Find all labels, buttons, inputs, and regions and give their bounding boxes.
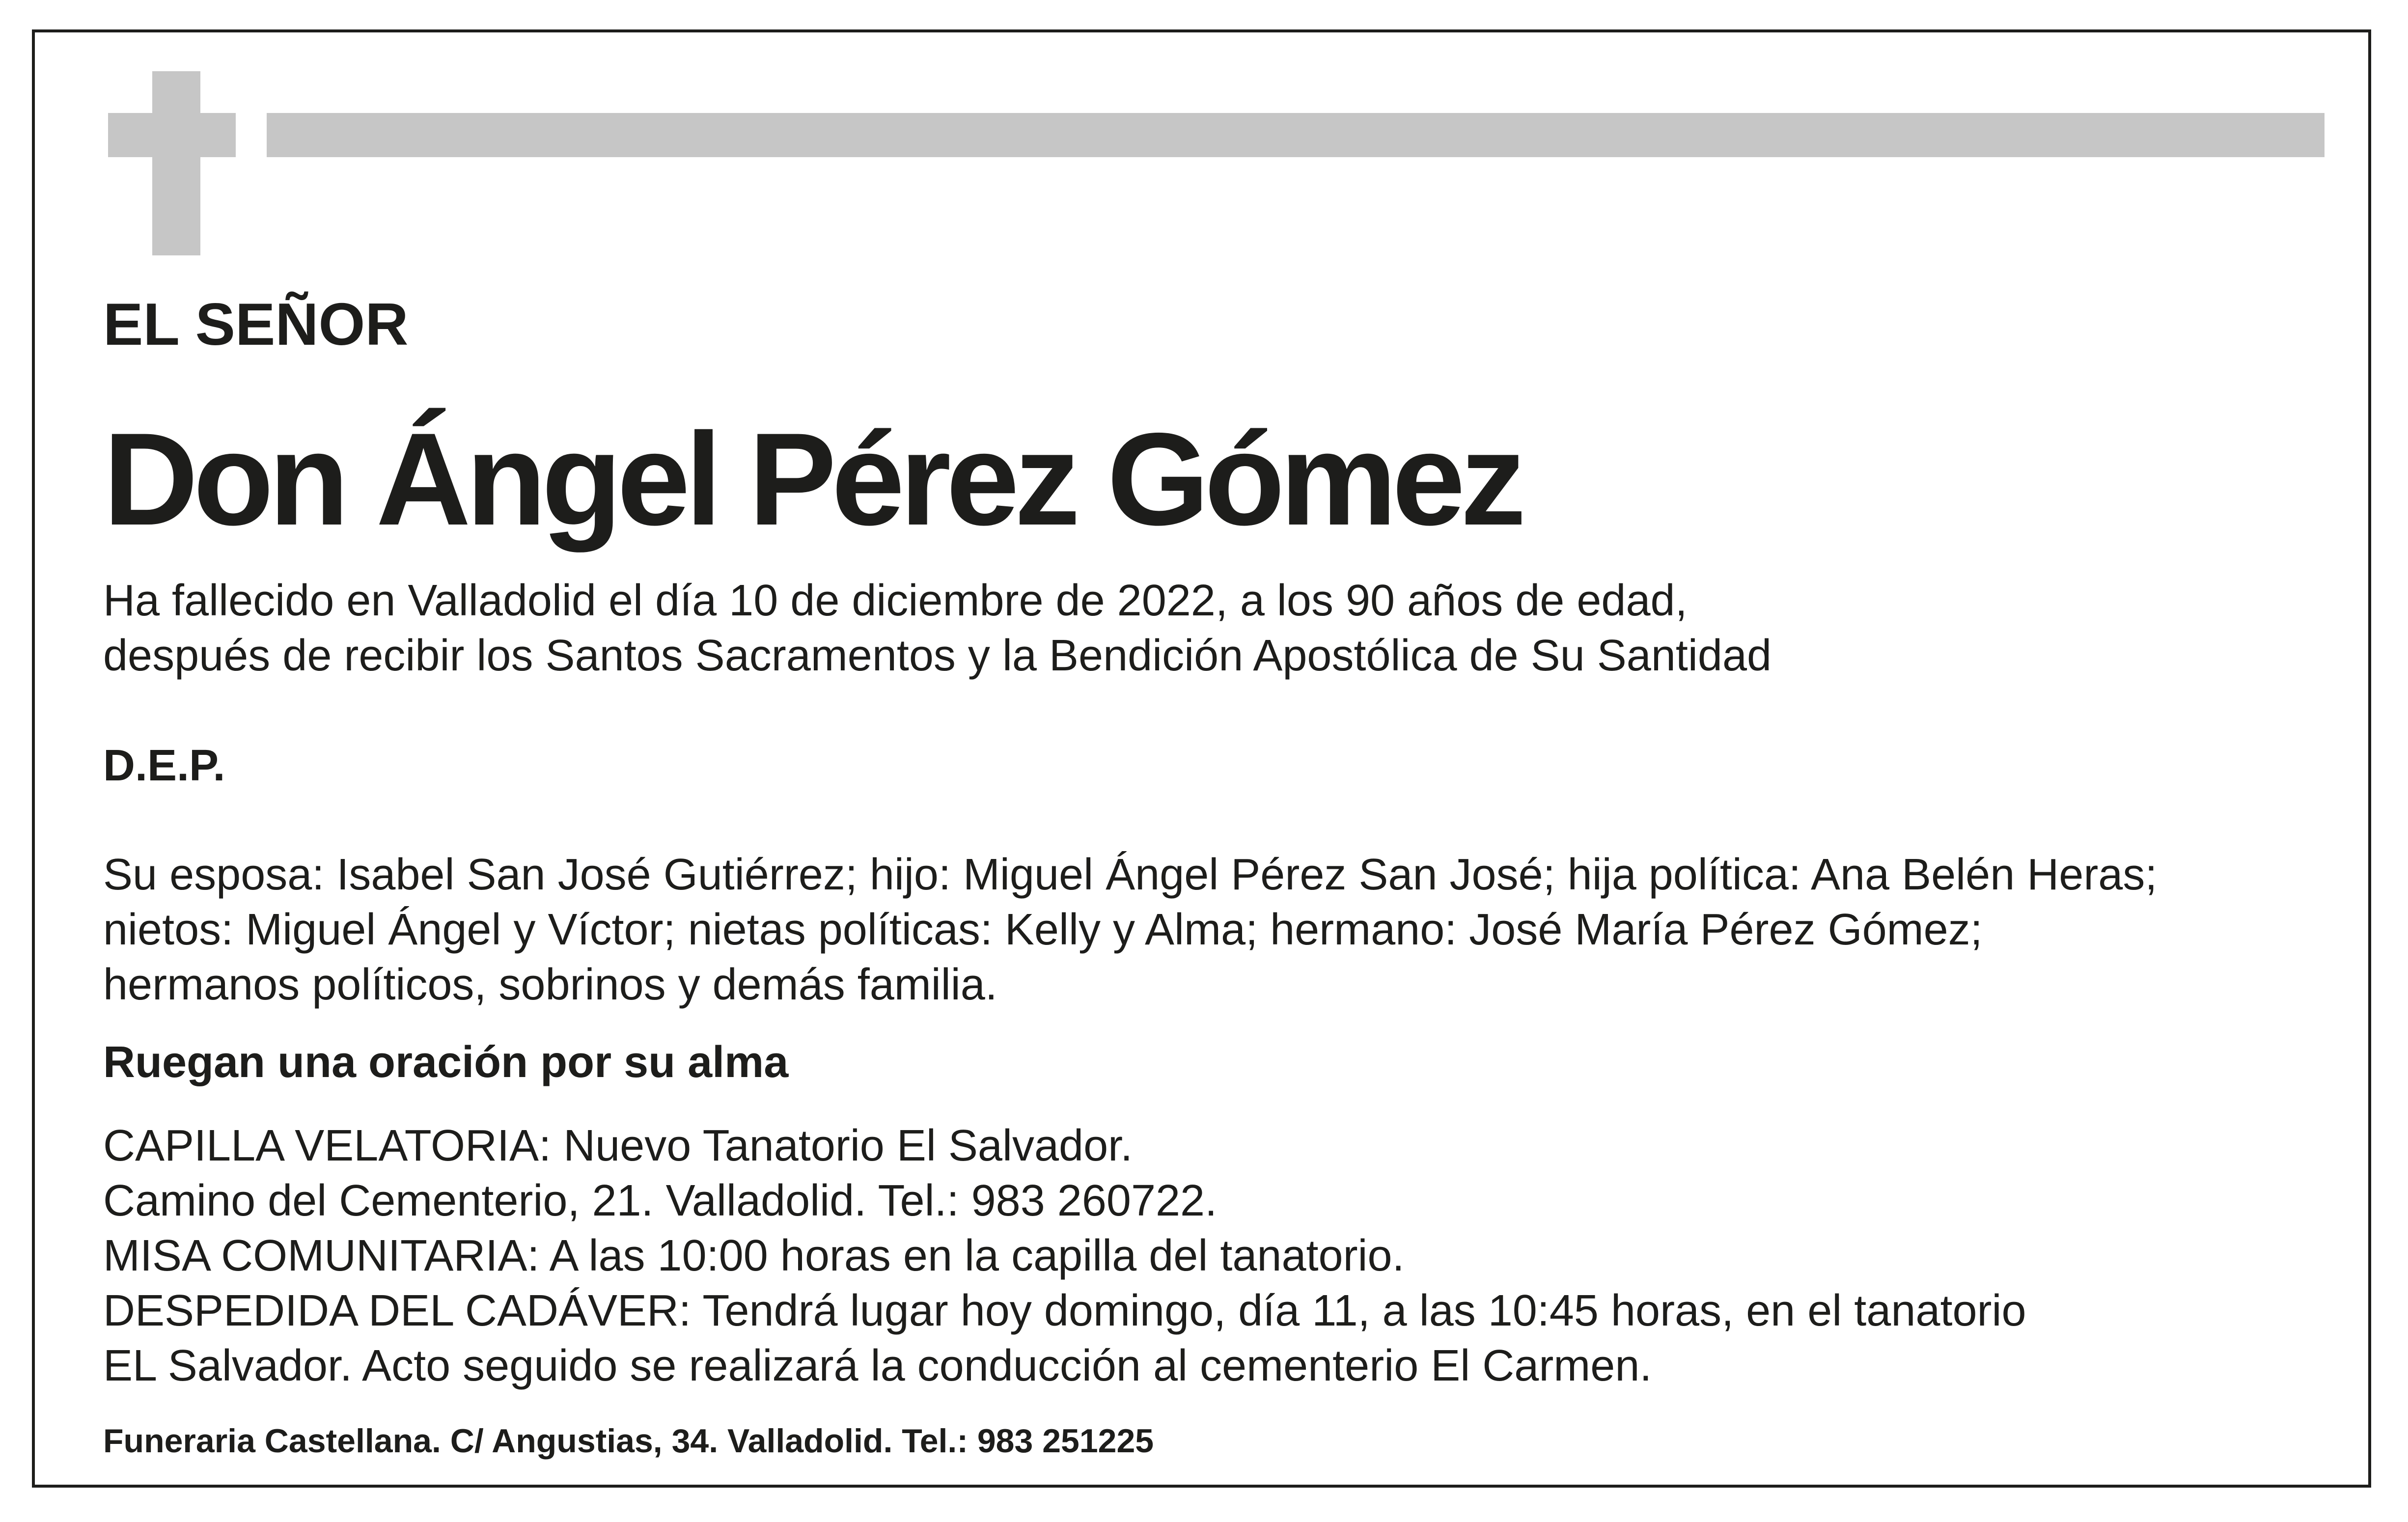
service-line: CAPILLA VELATORIA: Nuevo Tanatorio El Salvador. [103,1121,1133,1170]
obituary-content [103,287,2333,1496]
cross-horizontal-bar [108,113,236,157]
honorific: EL SEÑOR [103,291,409,358]
service-line: EL Salvador. Acto seguido se realizará la conducción al cementerio El Carmen. [103,1341,1652,1390]
prayer-request: Ruegan una oración por su alma [103,1038,789,1087]
announcement [103,573,2333,683]
announcement-line: después de recibir los Santos Sacramentos y la Bendición Apostólica de Su Santidad [103,631,1772,680]
funeral-home-footer: Funeraria Castellana. C/ Angustias, 34. Valladolid. Tel.: 983 251225 [103,1422,1154,1460]
announcement-line: Ha fallecido en Valladolid el día 10 de diciembre de 2022, a los 90 años de edad, [103,576,1688,625]
header-rule [267,113,2325,157]
service-line: MISA COMUNITARIA: A las 10:00 horas en la capilla del tanatorio. [103,1231,1405,1280]
family-list [103,847,2333,1012]
service-line: Camino del Cementerio, 21. Valladolid. Tel.: 983 260722. [103,1176,1218,1225]
deceased-name: Don Ángel Pérez Gómez [103,405,1522,553]
family-line: Su esposa: Isabel San José Gutiérrez; hijo: Miguel Ángel Pérez San José; hija política: Ana Belén Heras; [103,850,2158,899]
rip-label: D.E.P. [103,741,225,790]
family-line: hermanos políticos, sobrinos y demás familia. [103,960,997,1009]
family-line: nietos: Miguel Ángel y Víctor; nietas políticas: Kelly y Alma; hermano: José María Pérez Gómez; [103,905,1983,954]
cross-vertical-bar [152,71,200,255]
service-line: DESPEDIDA DEL CADÁVER: Tendrá lugar hoy domingo, día 11, a las 10:45 horas, en el tanatorio [103,1286,2026,1335]
service-details [103,1118,2333,1393]
